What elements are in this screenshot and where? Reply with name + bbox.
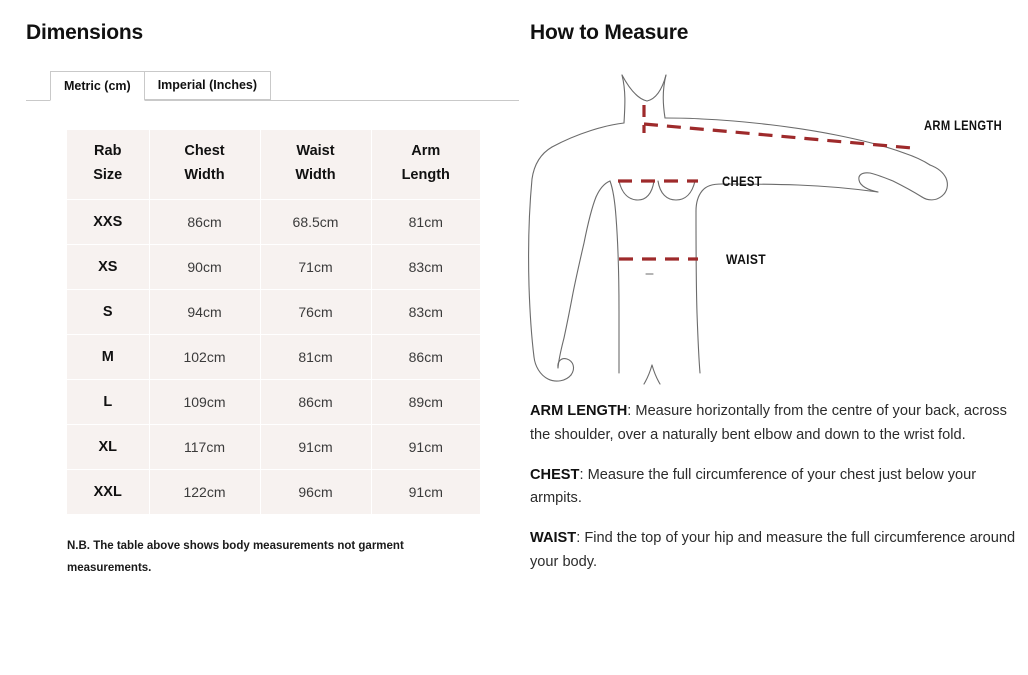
description-text-arm-length: : Measure horizontally from the centre of your back, across the shoulder, over a naturally bent elbow and down to the wrist fold. <box>530 403 1007 443</box>
cell-arm: 81cm <box>371 199 480 244</box>
cell-size: S <box>67 289 149 334</box>
page-title-dimensions: Dimensions <box>26 21 144 44</box>
cell-arm: 89cm <box>371 379 480 424</box>
table-row <box>67 469 480 514</box>
size-table <box>67 130 480 514</box>
table-row <box>67 334 480 379</box>
tab-imperial[interactable] <box>145 71 271 100</box>
body-outline-icon <box>529 75 948 384</box>
cell-arm: 86cm <box>371 334 480 379</box>
how-to-measure-panel <box>519 0 1028 675</box>
description-term-chest: CHEST <box>530 466 580 483</box>
measurement-descriptions <box>530 400 1028 575</box>
arm-length-line <box>644 124 912 148</box>
table-header-row <box>67 130 480 199</box>
column-header-waist <box>260 130 371 199</box>
tab-metric[interactable] <box>50 71 145 101</box>
column-header-size-line1: Rab <box>94 143 122 160</box>
page-title-how-to-measure: How to Measure <box>530 21 689 44</box>
unit-tab-bar <box>26 72 519 101</box>
column-header-waist-line2: Width <box>295 167 336 184</box>
description-waist <box>530 527 1028 575</box>
cell-chest: 122cm <box>149 469 260 514</box>
description-term-waist: WAIST <box>530 530 577 547</box>
cell-waist: 68.5cm <box>260 199 371 244</box>
cell-arm: 83cm <box>371 289 480 334</box>
label-waist: WAIST <box>726 252 767 267</box>
cell-waist: 81cm <box>260 334 371 379</box>
cell-chest: 102cm <box>149 334 260 379</box>
cell-size: XXS <box>67 199 149 244</box>
cell-size: XXL <box>67 469 149 514</box>
column-header-chest <box>149 130 260 199</box>
cell-chest: 117cm <box>149 424 260 469</box>
cell-size: XL <box>67 424 149 469</box>
column-header-arm-line2: Length <box>401 167 450 184</box>
cell-chest: 109cm <box>149 379 260 424</box>
description-arm-length <box>530 400 1028 448</box>
description-text-chest: : Measure the full circumference of your chest just below your armpits. <box>530 466 977 507</box>
measure-lines <box>618 105 912 259</box>
cell-waist: 76cm <box>260 289 371 334</box>
table-row <box>67 244 480 289</box>
table-row <box>67 289 480 334</box>
table-footnote: N.B. The table above shows body measurements not garment measurements. <box>67 540 404 575</box>
cell-waist: 71cm <box>260 244 371 289</box>
cell-size: L <box>67 379 149 424</box>
cell-waist: 91cm <box>260 424 371 469</box>
description-chest <box>530 464 1028 512</box>
cell-chest: 86cm <box>149 199 260 244</box>
table-row <box>67 379 480 424</box>
column-header-waist-line1: Waist <box>296 143 335 160</box>
cell-arm: 91cm <box>371 424 480 469</box>
label-chest: CHEST <box>722 174 763 189</box>
tab-metric-label: Metric (cm) <box>64 79 131 93</box>
column-header-arm-line1: Arm <box>411 143 441 160</box>
column-header-chest-line1: Chest <box>184 143 225 160</box>
column-header-arm <box>371 130 480 199</box>
cell-chest: 94cm <box>149 289 260 334</box>
cell-arm: 91cm <box>371 469 480 514</box>
tab-imperial-label: Imperial (Inches) <box>157 78 258 92</box>
cell-chest: 90cm <box>149 244 260 289</box>
table-row <box>67 199 480 244</box>
column-header-size-line2: Size <box>93 167 123 184</box>
cell-size: M <box>67 334 149 379</box>
cell-size: XS <box>67 244 149 289</box>
label-arm-length: ARM LENGTH <box>924 118 1002 133</box>
body-measurement-diagram <box>526 61 1028 391</box>
table-row <box>67 424 480 469</box>
cell-arm: 83cm <box>371 244 480 289</box>
description-text-waist: : Find the top of your hip and measure the full circumference around your body. <box>530 530 1016 570</box>
size-table-container <box>26 130 519 514</box>
cell-waist: 86cm <box>260 379 371 424</box>
column-header-size <box>67 130 149 199</box>
cell-waist: 96cm <box>260 469 371 514</box>
column-header-chest-line2: Width <box>184 167 225 184</box>
description-term-arm-length: ARM LENGTH <box>530 403 628 419</box>
